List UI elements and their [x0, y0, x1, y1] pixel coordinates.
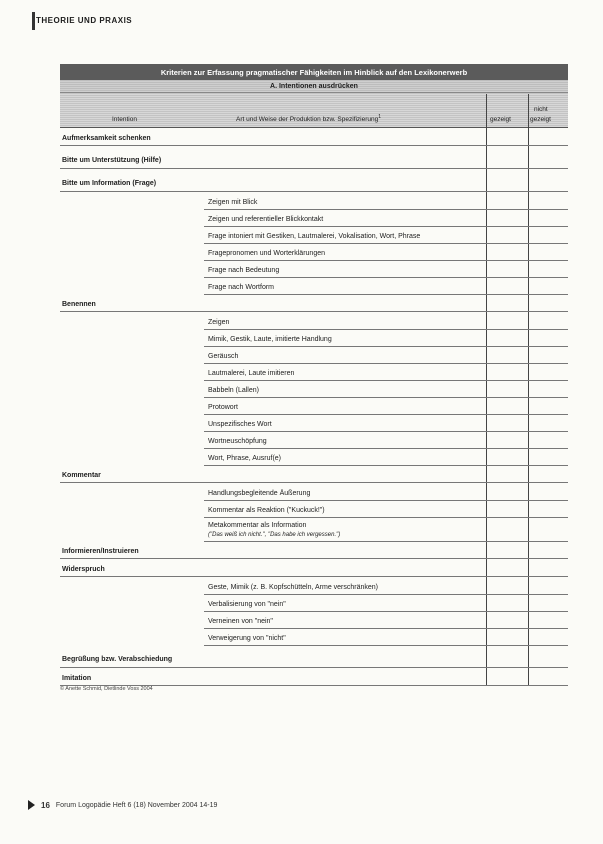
row-production: Zeigen mit Blick [208, 199, 258, 206]
col-nicht-gezeigt: gezeigt [530, 116, 551, 123]
table-row [60, 611, 568, 628]
row-production: Handlungsbegleitende Äußerung [208, 490, 311, 497]
table-row [60, 294, 568, 312]
table-row [60, 363, 568, 380]
row-production: Zeigen [208, 319, 230, 326]
col-gezeigt: gezeigt [490, 116, 511, 123]
col-nicht: nicht [534, 106, 548, 113]
table-row [60, 483, 568, 500]
table-row [60, 243, 568, 260]
col-art: Art und Weise der Produktion bzw. Spezifizierung$^1$ [236, 113, 382, 123]
table-row [60, 668, 568, 686]
row-intention: Widerspruch [62, 566, 105, 573]
row-production: Metakommentar als Information [208, 522, 307, 529]
table-row [60, 277, 568, 294]
table-row [60, 414, 568, 431]
table-row [60, 465, 568, 483]
row-production: Fragepronomen und Worterklärungen [208, 250, 325, 257]
row-production: Mimik, Gestik, Laute, imitierte Handlung [208, 336, 332, 343]
row-intention: Informieren/Instruieren [62, 548, 139, 555]
table-body [60, 128, 568, 686]
row-intention: Aufmerksamkeit schenken [62, 135, 151, 142]
table-row [60, 128, 568, 146]
row-production: Geste, Mimik (z. B. Kopfschütteln, Arme verschränken) [208, 584, 379, 591]
table-row [60, 397, 568, 414]
source-note: © Anette Schmid, Dietlinde Voss 2004 [60, 686, 153, 692]
table-row [60, 226, 568, 243]
row-production: Kommentar als Reaktion ("Kuckuck!") [208, 507, 325, 514]
row-production: Babbeln (Lallen) [208, 387, 259, 394]
table-row [60, 346, 568, 363]
table-row [60, 380, 568, 397]
footer-arrow-icon [28, 800, 35, 810]
row-production: Verweigerung von "nicht" [208, 635, 286, 642]
table-row [60, 192, 568, 209]
row-production: Geräusch [208, 353, 239, 360]
table-row [60, 209, 568, 226]
row-intention: Benennen [62, 301, 96, 308]
table-row [60, 146, 568, 169]
table-row [60, 628, 568, 645]
column-header [60, 93, 568, 128]
row-intention: Bitte um Unterstützung (Hilfe) [62, 157, 162, 164]
table-row [60, 431, 568, 448]
row-intention: Imitation [62, 675, 92, 682]
table-row [60, 645, 568, 668]
table-row [60, 312, 568, 329]
row-production: Frage nach Bedeutung [208, 267, 280, 274]
page-number: 16 [41, 800, 50, 810]
header-text: THEORIE UND PRAXIS [36, 16, 133, 25]
table-row [60, 329, 568, 346]
row-intention: Bitte um Information (Frage) [62, 180, 157, 187]
footer-text: Forum Logopädie Heft 6 (18) November 2004 14-19 [55, 801, 218, 809]
row-intention: Kommentar [62, 472, 101, 479]
row-production: Verneinen von "nein" [208, 618, 273, 625]
table-row [60, 594, 568, 611]
row-intention: Begrüßung bzw. Verabschiedung [62, 656, 173, 663]
row-production: Wortneuschöpfung [208, 438, 267, 445]
row-production: Frage intoniert mit Gestiken, Lautmalerei, Vokalisation, Wort, Phrase [208, 233, 421, 240]
row-production-example: ("Das weiß ich nicht.", "Das habe ich vergessen.") [208, 532, 341, 538]
row-production: Lautmalerei, Laute imitieren [208, 370, 295, 377]
table-row [60, 500, 568, 517]
table-row [60, 541, 568, 559]
table-row [60, 260, 568, 277]
table-title: Kriterien zur Erfassung pragmatischer Fähigkeiten im Hinblick auf den Lexikonerwerb [60, 64, 568, 80]
table-row [60, 169, 568, 192]
row-production: Protowort [208, 404, 238, 411]
header-bar [32, 12, 35, 30]
row-production: Frage nach Wortform [208, 284, 275, 291]
table-row [60, 517, 568, 541]
table-row [60, 577, 568, 594]
row-production: Unspezifisches Wort [208, 421, 272, 428]
table-section: A. Intentionen ausdrücken [60, 80, 568, 93]
row-production: Verbalisierung von "nein" [208, 601, 286, 608]
section-header [36, 16, 132, 25]
row-production: Wort, Phrase, Ausruf(e) [208, 455, 282, 462]
criteria-table [60, 64, 568, 692]
table-row [60, 559, 568, 577]
page-footer [28, 800, 217, 810]
table-row [60, 448, 568, 465]
col-intention: Intention [112, 116, 137, 123]
row-production: Zeigen und referentieller Blickkontakt [208, 216, 324, 223]
